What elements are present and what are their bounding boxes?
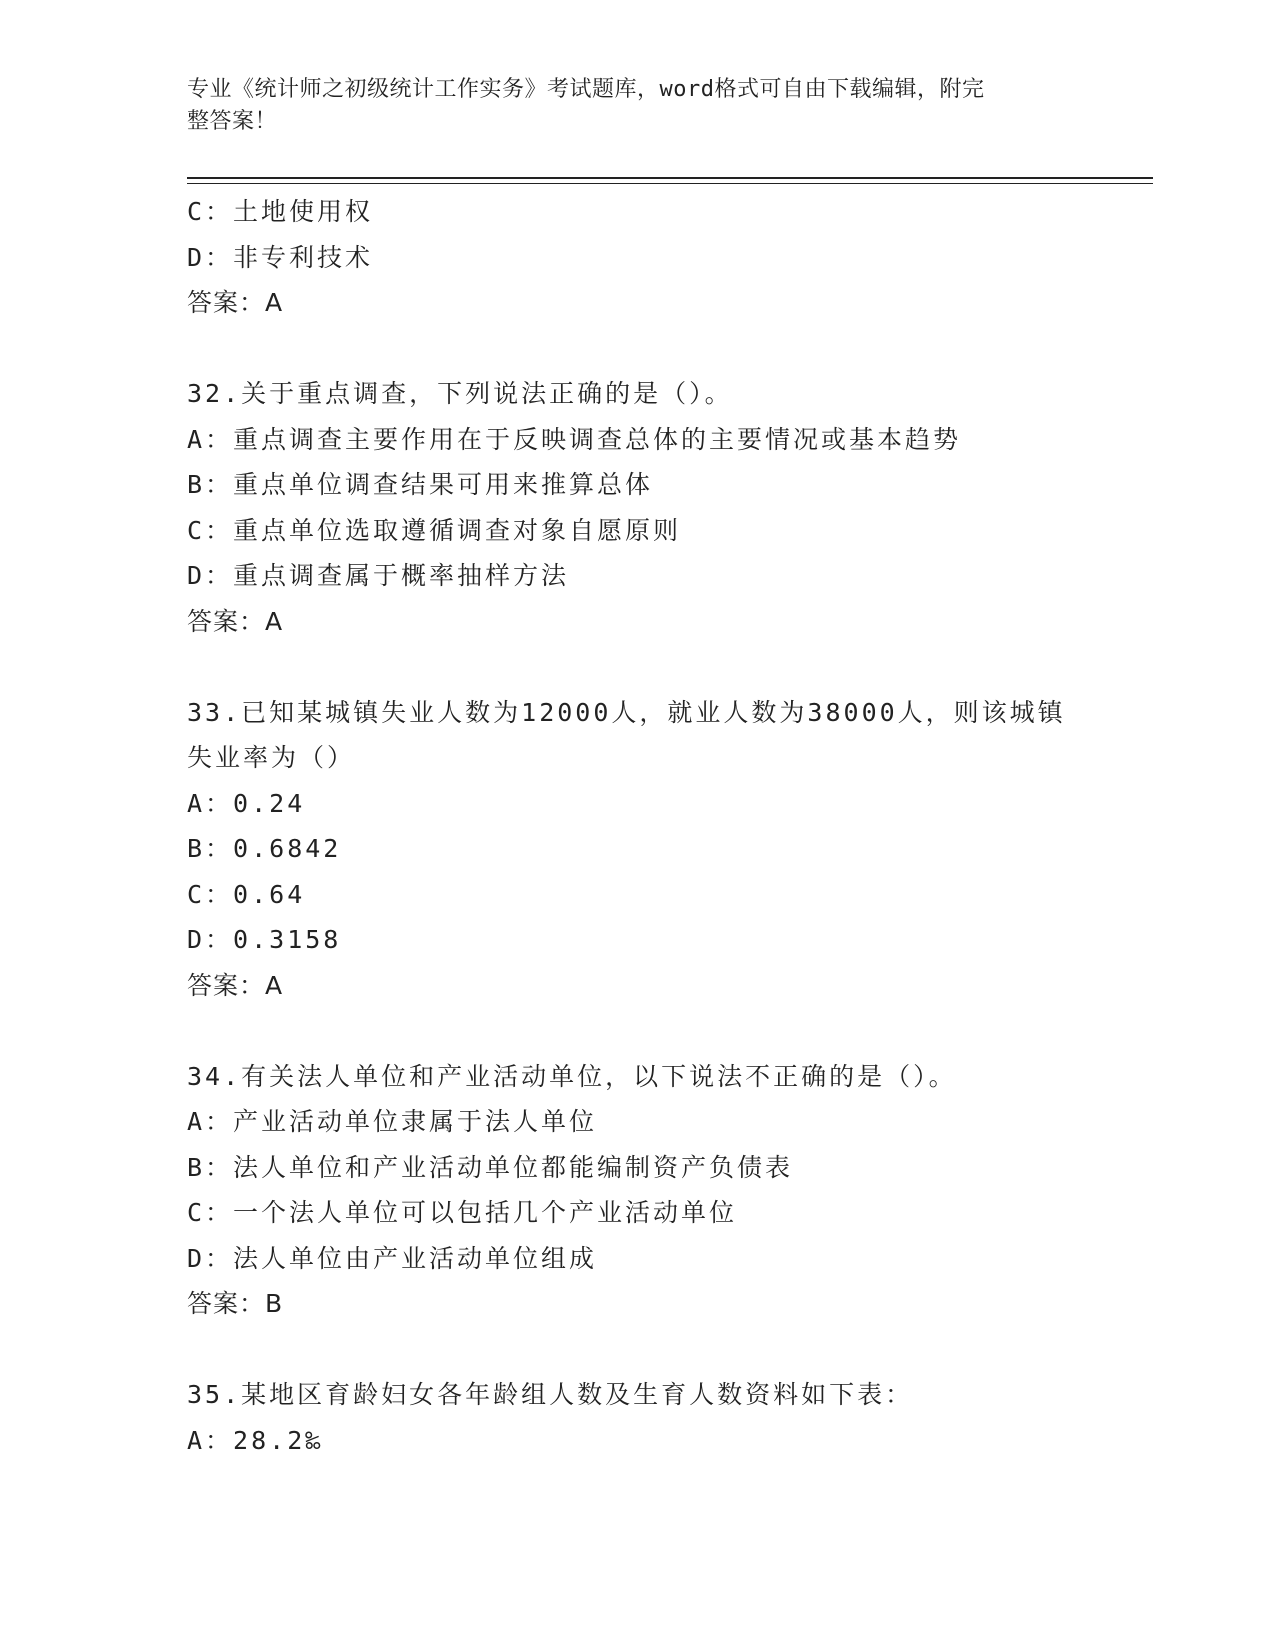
question-34: 34.有关法人单位和产业活动单位，以下说法不正确的是（）。	[187, 1061, 957, 1091]
question-content	[187, 189, 1087, 1463]
option-a: A：重点调查主要作用在于反映调查总体的主要情况或基本趋势	[187, 424, 962, 454]
option-d: D：重点调查属于概率抽样方法	[187, 561, 570, 590]
option-c: C：一个法人单位可以包括几个产业活动单位	[187, 1198, 738, 1227]
option-c: C：0.64	[187, 879, 306, 909]
answer: 答案：A	[187, 970, 284, 1000]
answer: 答案：A	[187, 288, 284, 317]
option-d: D：非专利技术	[187, 242, 374, 272]
option-a: A：0.24	[187, 788, 306, 818]
spacer	[187, 1008, 1087, 1054]
option-b: B：0.6842	[187, 834, 342, 863]
document-header	[187, 74, 1067, 138]
question-35: 35.某地区育龄妇女各年龄组人数及生育人数资料如下表：	[187, 1380, 914, 1409]
spacer	[187, 326, 1087, 372]
option-d: D：0.3158	[187, 925, 342, 954]
option-c: C：重点单位选取遵循调查对象自愿原则	[187, 515, 682, 545]
option-b: B：重点单位调查结果可用来推算总体	[187, 470, 654, 499]
answer: 答案：A	[187, 606, 284, 636]
header-divider-thick	[187, 177, 1153, 179]
question-32: 32.关于重点调查，下列说法正确的是（）。	[187, 379, 733, 408]
option-b: B：法人单位和产业活动单位都能编制资产负债表	[187, 1152, 794, 1182]
option-c: C：土地使用权	[187, 197, 374, 226]
option-d: D：法人单位由产业活动单位组成	[187, 1243, 598, 1273]
question-33-continued: 失业率为（）	[187, 743, 356, 772]
option-a: A：28.2‰	[187, 1425, 324, 1455]
spacer	[187, 1327, 1087, 1373]
option-a: A：产业活动单位隶属于法人单位	[187, 1107, 598, 1136]
header-line-2: 整答案！	[187, 109, 278, 134]
question-33: 33.已知某城镇失业人数为12000人，就业人数为38000人，则该城镇	[187, 697, 1066, 727]
header-divider-thin	[187, 183, 1153, 184]
answer: 答案：B	[187, 1289, 284, 1318]
header-line-1: 专业《统计师之初级统计工作实务》考试题库，word格式可自由下载编辑，附完	[187, 77, 985, 102]
spacer	[187, 644, 1087, 690]
